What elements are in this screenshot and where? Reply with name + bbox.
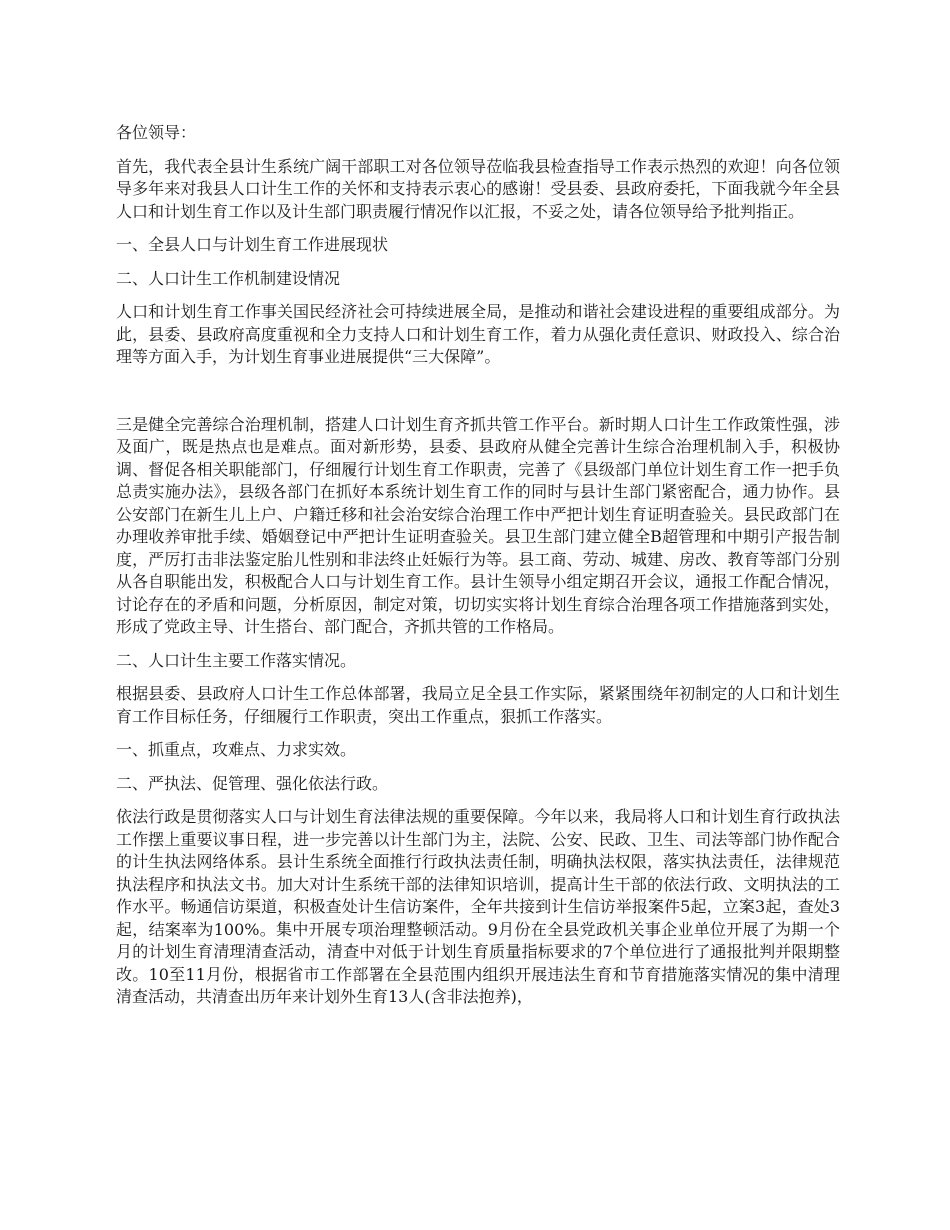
- section-heading: 二、人口计生主要工作落实情况。: [116, 650, 357, 670]
- greeting: 各位领导：: [116, 123, 197, 142]
- opening-paragraph: 首先，我代表全县计生系统广阔干部职工对各位领导莅临我县检查指导工作表示热烈的欢迎！向各位领导多年来对我县人口计生工作的关怀和支持表示衷心的感谢！受县委、县政府委托，下面我就今年全县人口和计划生育工作以及计生部门职责履行情况作以汇报，不妥之处，请各位领导给予批判指正。: [116, 156, 840, 221]
- body-paragraph: 三是健全完善综合治理机制，搭建人口计划生育齐抓共管工作平台。新时期人口计生工作政策性强，涉及面广，既是热点也是难点。面对新形势，县委、县政府从健全完善计生综合治理机制入手，积极协调、督促各相关职能部门，仔细履行计划生育工作职责，完善了《县级部门单位计划生育工作一把手负总责实施办法》，县级各部门在抓好本系统计划生育工作的同时与县计生部门紧密配合，通力协作。县公安部门在新生儿上户、户籍迁移和社会治安综合治理工作中严把计划生育证明查验关。县民政部门在办理收养审批手续、婚姻登记中严把计生证明查验关。县卫生部门建立健全B超管理和中期引产报告制度，严厉打击非法鉴定胎儿性别和非法终止妊娠行为等。县工商、劳动、城建、房改、教育等部门分别从各自职能出发，积极配合人口与计划生育工作。县计生领导小组定期召开会议，通报工作配合情况，讨论存在的矛盾和问题，分析原因，制定对策，切切实实将计划生育综合治理各项工作措施落到实处，形成了党政主导、计生搭台、部门配合，齐抓共管的工作格局。: [116, 414, 840, 636]
- section-heading: 一、全县人口与计划生育工作进展现状: [116, 235, 389, 254]
- section-heading: 一、抓重点，攻难点、力求实效。: [116, 740, 357, 759]
- section-heading: 二、严执法、促管理、强化依法行政。: [116, 773, 389, 793]
- document-page: [116, 122, 840, 1020]
- blank-gap: [116, 380, 840, 414]
- body-paragraph: 依法行政是贯彻落实人口与计划生育法律法规的重要保障。今年以来，我局将人口和计划生育行政执法工作摆上重要议事日程，进一步完善以计生部门为主，法院、公安、民政、卫生、司法等部门协作配合的计生执法网络体系。县计生系统全面推行行政执法责任制，明确执法权限，落实执法责任，法律规范执法程序和执法文书。加大对计生系统干部的法律知识培训，提高计生干部的依法行政、文明执法的工作水平。畅通信访渠道，积极查处计生信访案件，全年共接到计生信访举报案件5起，立案3起，查处3起，结案率为100%。集中开展专项治理整顿活动。9月份在全县党政机关事企业单位开展了为期一个月的计划生育清理清查活动，清查中对低于计划生育质量指标要求的7个单位进行了通报批判并限期整改。10至11月份，根据省市工作部署在全县范围内组织开展违法生育和节育措施落实情况的集中清理清查活动，共清查出历年来计划外生育13人(含非法抱养)，: [116, 807, 840, 1006]
- body-paragraph: 人口和计划生育工作事关国民经济社会可持续进展全局，是推动和谐社会建设进程的重要组成部分。为此，县委、县政府高度重视和全力支持人口和计划生育工作，着力从强化责任意识、财政投入、综合治理等方面入手，为计划生育事业进展提供“三大保障”。: [116, 302, 840, 366]
- body-paragraph: 根据县委、县政府人口计生工作总体部署，我局立足全县工作实际，紧紧围绕年初制定的人口和计划生育工作目标任务，仔细履行工作职责，突出工作重点，狠抓工作落实。: [116, 684, 840, 726]
- section-heading: 二、人口计生工作机制建设情况: [116, 268, 341, 288]
